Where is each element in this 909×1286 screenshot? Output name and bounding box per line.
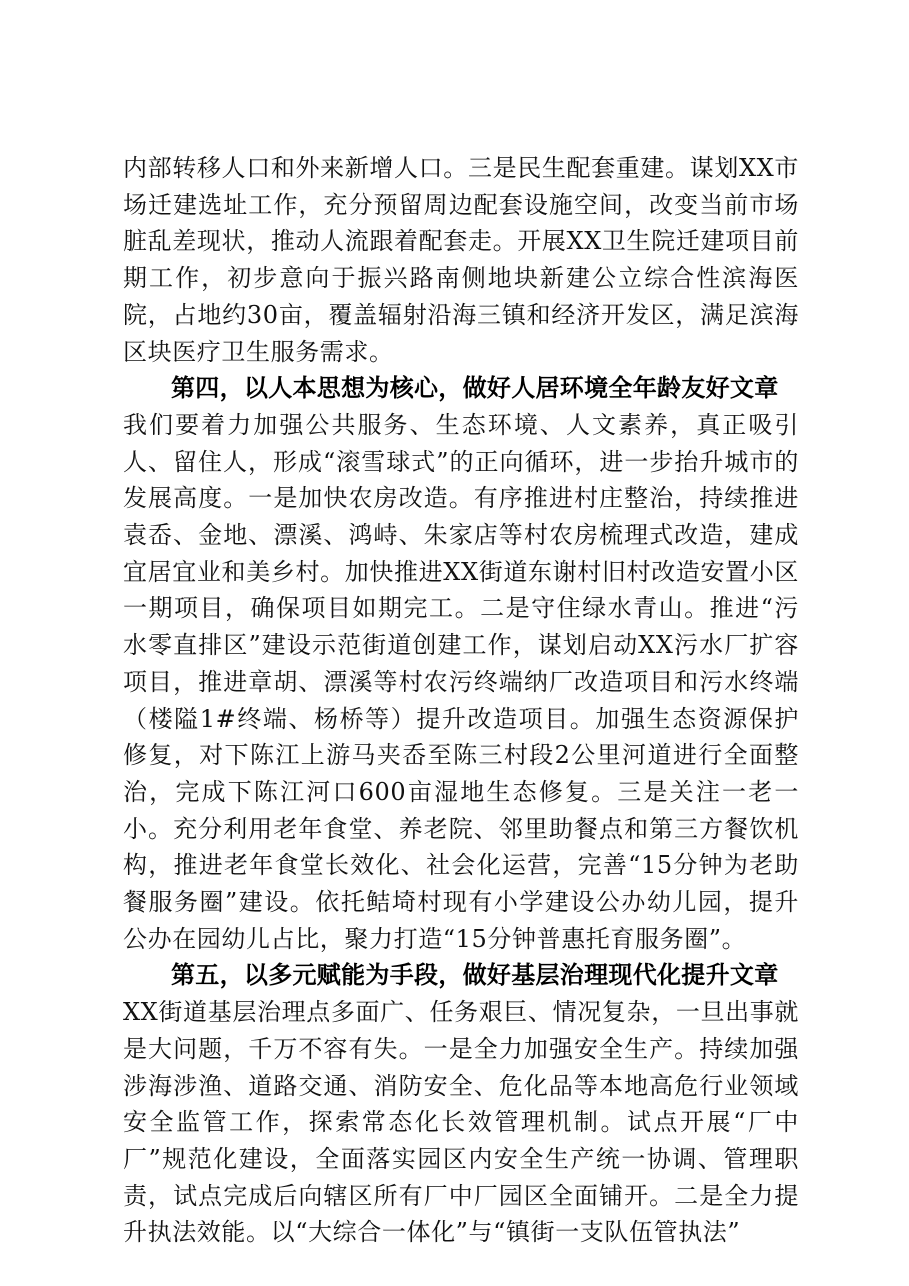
section-heading: 第五，以多元赋能为手段，做好基层治理现代化提升文章 xyxy=(171,960,779,990)
section-heading: 第四，以人本思想为核心，做好人居环境全年龄友好文章 xyxy=(171,373,779,403)
body-paragraph: 我们要着力加强公共服务、生态环境、人文素养，真正吸引人、留住人，形成“滚雪球式”的正向循环，进一步抬升城市的发展高度。一是加快农房改造。有序推进村庄整治，持续推进袁岙、金地、漂溪、鸿峙、朱家店等村农房梳理式改造，建成宜居宜业和美乡村。加快推进XX街道东谢村旧村改造安置小区一期项目，确保项目如期完工。二是守住绿水青山。推进“污水零直排区”建设示范街道创建工作，谋划启动XX污水厂扩容项目，推进章胡、漂溪等村农污终端纳厂改造项目和污水终端（楼隘1#终端、杨桥等）提升改造项目。加强生态资源保护修复，对下陈江上游马夹岙至陈三村段2公里河道进行全面整治，完成下陈江河口600亩湿地生态修复。三是关注一老一小。充分利用老年食堂、养老院、邻里助餐点和第三方餐饮机构，推进老年食堂长效化、社会化运营，完善“15分钟为老助餐服务圈”建设。依托鲒埼村现有小学建设公办幼儿园，提升公办在园幼儿占比，聚力打造“15分钟普惠托育服务圈”。 xyxy=(123,410,799,953)
body-paragraph: 内部转移人口和外来新增人口。三是民生配套重建。谋划XX市场迁建选址工作，充分预留周边配套设施空间，改变当前市场脏乱差现状，推动人流跟着配套走。开展XX卫生院迁建项目前期工作，初步意向于振兴路南侧地块新建公立综合性滨海医院，占地约30亩，覆盖辐射沿海三镇和经济开发区，满足滨海区块医疗卫生服务需求。 xyxy=(123,154,799,366)
document-page xyxy=(123,150,799,1251)
body-paragraph: XX街道基层治理点多面广、任务艰巨、情况复杂，一旦出事就是大问题，千万不容有失。一是全力加强安全生产。持续加强涉海涉渔、道路交通、消防安全、危化品等本地高危行业领域安全监管工作，探索常态化长效管理机制。试点开展“厂中厂”规范化建设，全面落实园区内安全生产统一协调、管理职责，试点完成后向辖区所有厂中厂园区全面铺开。二是全力提升执法效能。以“大综合一体化”与“镇街一支队伍管执法” xyxy=(123,998,799,1247)
